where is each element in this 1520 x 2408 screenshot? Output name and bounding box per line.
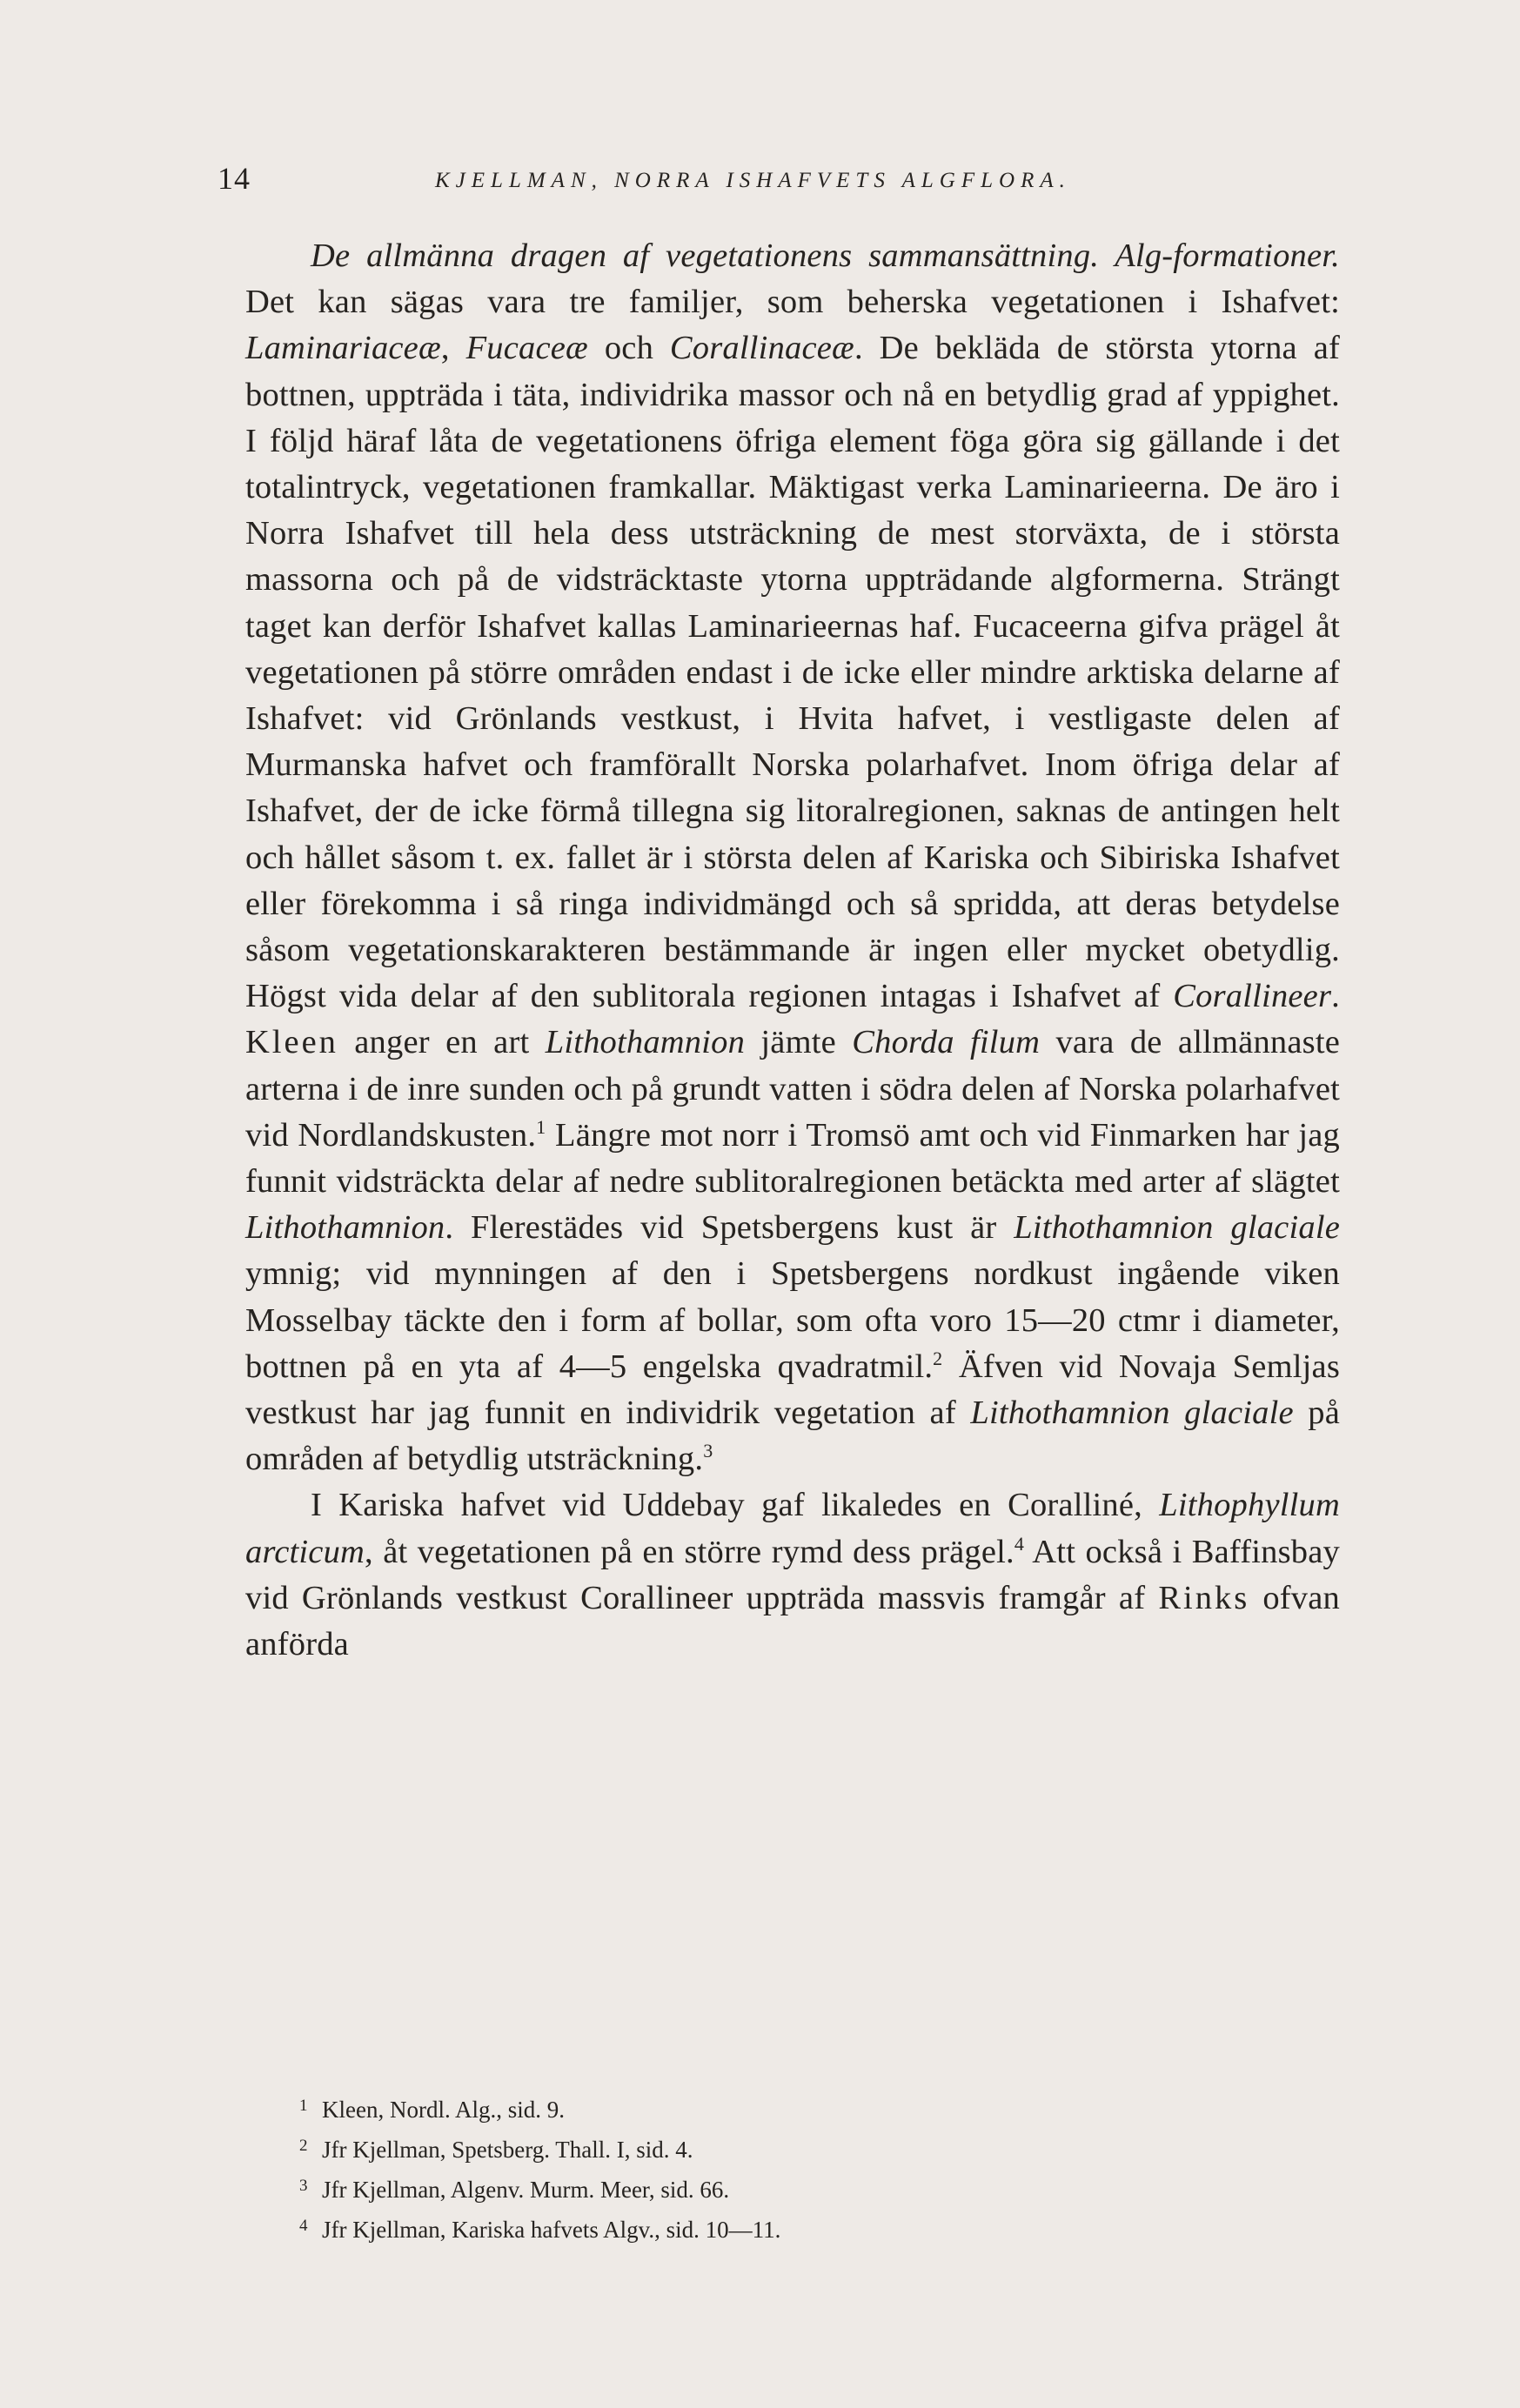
paragraph xyxy=(245,1482,1340,1668)
running-title: KJELLMAN, NORRA ISHAFVETS ALGFLORA. xyxy=(435,169,1071,192)
taxon-name: Lithothamnion glaciale xyxy=(1014,1209,1341,1247)
footnote xyxy=(299,2208,1256,2248)
section-heading: De allmänna dragen af vegetationens sammansättning. Alg-formationer. xyxy=(311,237,1340,274)
footnote-text: Jfr Kjellman, Algenv. Murm. Meer, sid. 66. xyxy=(322,2177,730,2203)
text-run: . Flerestädes vid Spetsbergens kust är xyxy=(445,1209,1014,1247)
text-run: jämte xyxy=(745,1024,853,1061)
text-run: vara de allmännaste arterna i de inre sunden och på grundt vatten i södra delen af Norska polarhafvet vid Nordlandskusten. xyxy=(245,1024,1340,1154)
footnote-mark: 3 xyxy=(299,2177,308,2195)
text-run: Det kan sägas vara tre familjer, som beherska vegetationen i Ishafvet: xyxy=(245,284,1340,321)
text-run: , xyxy=(440,330,466,367)
text-run: anger en art xyxy=(338,1024,546,1061)
author-name: Kleen xyxy=(245,1024,338,1061)
footnote xyxy=(299,2128,1256,2168)
text-run: . xyxy=(1331,978,1340,1015)
footnote-text: Jfr Kjellman, Spetsberg. Thall. I, sid. 4. xyxy=(322,2137,693,2163)
footnote-mark: 2 xyxy=(299,2137,308,2155)
page-number: 14 xyxy=(218,161,251,196)
text-run: , åt vegetationen på en större rymd dess prägel. xyxy=(365,1533,1014,1570)
taxon-name: Lithothamnion glaciale xyxy=(970,1395,1294,1432)
text-run: ymnig; vid mynningen af den i Spetsbergens nordkust ingående viken Mosselbay täckte den i form af bollar, som ofta voro 15—20 ctmr i diameter, bottnen på en yta af 4—5 engelska qvadratmil. xyxy=(245,1255,1340,1385)
taxon-name: Lithothamnion xyxy=(245,1209,445,1247)
footnote-mark: 1 xyxy=(299,2097,308,2115)
paragraph xyxy=(245,233,1340,1482)
footnote-ref: 1 xyxy=(536,1115,546,1138)
taxon-name: Laminariaceæ xyxy=(245,330,441,367)
taxon-name: Fucaceæ xyxy=(465,330,588,367)
footnote xyxy=(299,2088,1256,2128)
text-run: Att också i Baffinsbay vid Grönlands vestkust Corallineer uppträda massvis framgår af xyxy=(245,1533,1340,1616)
taxon-name: Lithophyllum arcticum xyxy=(245,1487,1340,1570)
footnote-text: Jfr Kjellman, Kariska hafvets Algv., sid. 10—11. xyxy=(322,2217,781,2243)
footnote-text: Kleen, Nordl. Alg., sid. 9. xyxy=(322,2097,565,2123)
text-run: Längre mot norr i Tromsö amt och vid Finmarken har jag funnit vidsträckta delar af nedre sublitoralregionen betäckta med arter af slägtet xyxy=(245,1116,1340,1201)
body-text xyxy=(245,233,1340,1668)
taxon-name: Corallinaceæ xyxy=(669,330,854,367)
text-run: I Kariska hafvet vid Uddebay gaf likaledes en Coralliné, xyxy=(311,1487,1160,1524)
text-run: Äfven vid Novaja Semljas vestkust har jag funnit en individrik vegetation af xyxy=(245,1348,1340,1432)
running-head xyxy=(218,160,1331,212)
text-run: på områden af betydlig utsträckning. xyxy=(245,1395,1340,1478)
footnote-ref: 4 xyxy=(1014,1532,1025,1555)
taxon-name: Lithothamnion xyxy=(545,1024,746,1061)
taxon-name: Chorda filum xyxy=(852,1024,1041,1061)
footnote xyxy=(299,2168,1256,2208)
text-run: . De bekläda de största ytorna af bottnen, uppträda i täta, individrika massor och nå en betydlig grad af yppighet. I följd häraf låta de vegetationens öfriga element föga göra sig gällande i det totalintryck, vegetationen framkallar. Mäktigast verka Laminarieerna. De äro i Norra Ishafvet till hela dess utsträckning de mest storväxta, de i största massorna och på de vidsträcktaste ytorna uppträdande algformerna. Strängt taget kan derför Ishafvet kallas Laminarieernas haf. Fucaceerna gifva prägel åt vegetationen på större områden endast i de icke eller mindre arktiska delarne af Ishafvet: vid Grönlands vestkust, i Hvita hafvet, i vestligaste delen af Murmanska hafvet och framförallt Norska polarhafvet. Inom öfriga delar af Ishafvet, der de icke förmå tillegna sig litoralregionen, saknas de antingen helt och hållet såsom t. ex. fallet är i största delen af Kariska och Sibiriska Ishafvet eller förekomma i så ringa individmängd och så spridda, att deras betydelse såsom vegetationskarakteren bestämmande är ingen eller mycket obetydlig. Högst vida delar af den sublitorala regionen intagas i Ishafvet af xyxy=(245,330,1340,1015)
footnotes xyxy=(299,2088,1256,2248)
text-run: och xyxy=(587,330,670,367)
footnote-ref: 3 xyxy=(703,1440,713,1462)
author-name: Rinks xyxy=(1158,1579,1250,1616)
footnote-ref: 2 xyxy=(933,1347,943,1369)
text-run: ofvan anförda xyxy=(245,1579,1340,1663)
taxon-name: Corallineer xyxy=(1173,978,1332,1015)
footnote-mark: 4 xyxy=(299,2217,308,2235)
